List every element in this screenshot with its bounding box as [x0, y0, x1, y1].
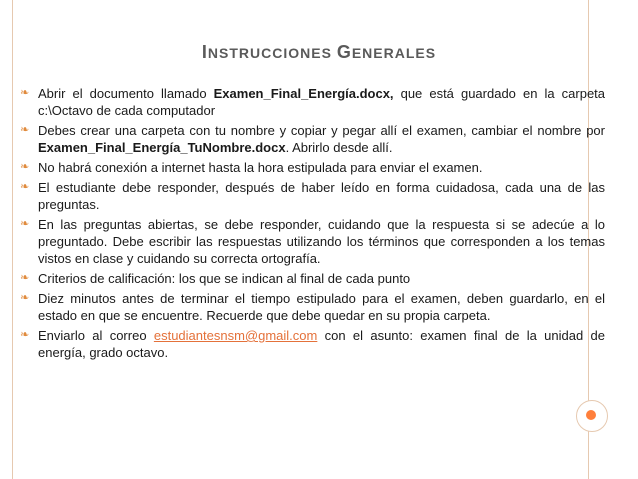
list-item	[20, 327, 605, 361]
list-item	[20, 216, 605, 267]
item-text: En las preguntas abiertas, se debe responder, cuidando que la respuesta si se adecúe a lo preguntado. Debe escribir las respuestas utilizando los términos que corresponden a los temas vistos en clase y cuidando su correcta ortografía.	[38, 217, 605, 266]
left-border-line	[12, 0, 13, 479]
item-text: Debes crear una carpeta con tu nombre y copiar y pegar allí el examen, cambiar el nombre por	[38, 123, 605, 138]
accent-dot	[586, 410, 596, 420]
title-initial-1: I	[201, 42, 208, 62]
item-text: El estudiante debe responder, después de haber leído en forma cuidadosa, cada una de las preguntas.	[38, 180, 605, 212]
item-text: Criterios de calificación: los que se indican al final de cada punto	[38, 271, 411, 286]
email-link[interactable]: estudiantesnsm@gmail.com	[153, 328, 318, 343]
list-item	[20, 270, 605, 287]
fleuron-bullet-icon: ❧	[20, 124, 30, 136]
fleuron-bullet-icon: ❧	[20, 87, 30, 99]
item-text: Abrir el documento llamado	[38, 86, 214, 101]
title-initial-2: G	[336, 42, 352, 62]
list-item	[20, 122, 605, 156]
list-item	[20, 290, 605, 324]
fleuron-bullet-icon: ❧	[20, 181, 30, 193]
item-text: Enviarlo al correo	[38, 328, 154, 343]
slide-title	[0, 42, 638, 63]
item-bold-text: Examen_Final_Energía.docx,	[213, 86, 394, 101]
fleuron-bullet-icon: ❧	[20, 292, 30, 304]
title-rest-2: ENERALES	[351, 45, 437, 61]
fleuron-bullet-icon: ❧	[20, 161, 30, 173]
fleuron-bullet-icon: ❧	[20, 218, 30, 230]
item-text: No habrá conexión a internet hasta la hora estipulada para enviar el examen.	[38, 160, 483, 175]
item-bold-text: Examen_Final_Energía_TuNombre.docx	[38, 140, 286, 155]
instructions-list	[20, 85, 605, 364]
item-text: que está guardado en la carpeta c:\Octavo de cada computador	[38, 86, 606, 118]
fleuron-bullet-icon: ❧	[20, 329, 30, 341]
title-rest-1: NSTRUCCIONES	[207, 45, 337, 61]
fleuron-bullet-icon: ❧	[20, 272, 30, 284]
item-text: con el asunto: examen final de la unidad de energía, grado octavo.	[38, 328, 605, 360]
list-item	[20, 85, 605, 119]
item-text: . Abrirlo desde allí.	[285, 140, 393, 155]
list-item	[20, 179, 605, 213]
item-text: Diez minutos antes de terminar el tiempo estipulado para el examen, deben guardarlo, en el estado en que se encuentre. Recuerde que debe quedar en su propia carpeta.	[38, 291, 605, 323]
list-item	[20, 159, 605, 176]
